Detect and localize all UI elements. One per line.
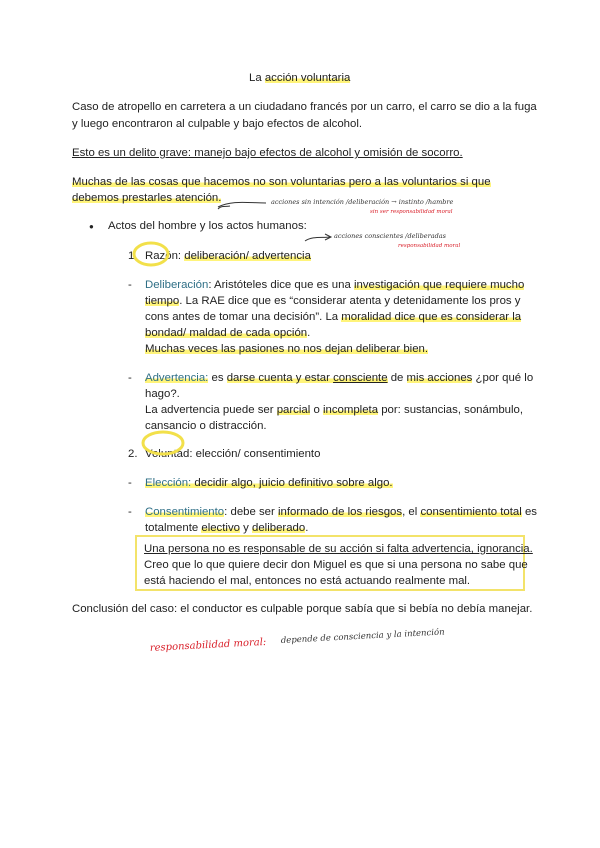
item2-label: Voluntad: [145, 448, 190, 460]
bullet-dot: ●: [89, 222, 94, 231]
advertencia-l1f: ¿por qué lo: [472, 372, 534, 384]
consentimiento-dash: -: [128, 506, 132, 518]
deliberacion-dash: -: [128, 279, 132, 291]
hand-arrow2-text: acciones conscientes /deliberadas: [334, 232, 446, 240]
advertencia-l3a: La advertencia puede ser: [145, 404, 277, 416]
conclusion: Conclusión del caso: el conductor es culpable porque sabía que si bebía no debía manejar.: [72, 603, 533, 615]
consentimiento-l2e: .: [305, 522, 309, 534]
boxnote-line-3: está haciendo el mal, entonces no está actuando realmente mal.: [144, 575, 471, 587]
voluntary-line-2-text: debemos prestarles atención.: [72, 192, 222, 204]
item2-text: : elección/ consentimiento: [189, 448, 321, 460]
circle-voluntad: [143, 432, 183, 454]
intro-line-2: y luego encontraron al culpable y bajo efectos de alcohol.: [72, 118, 363, 130]
consentimiento-label: Consentimiento: [145, 506, 225, 518]
advertencia-l3e: por: sustancias, sonámbulo,: [378, 404, 524, 416]
consentimiento-l1b: informado de los riesgos: [277, 506, 403, 518]
hand-arrow1-red: sin ser responsabilidad moral: [370, 209, 453, 215]
advertencia-dash: -: [128, 372, 132, 384]
boxnote-l1: Una persona no es responsable de su acción si falta advertencia, ignorancia.: [144, 543, 533, 555]
deliberacion-l3a: cons antes de tomar una decisión”. La: [145, 311, 342, 323]
advertencia-line-2: hago?.: [145, 388, 180, 400]
advertencia-l3b: parcial: [276, 404, 311, 416]
consentimiento-l1c: , el: [402, 506, 421, 518]
item1-label: Razón:: [145, 250, 182, 262]
deliberacion-l4: bondad/ maldad de cada opción: [145, 327, 308, 339]
consentimiento-l1a: : debe ser: [224, 506, 278, 518]
item2-number: 2.: [128, 448, 138, 460]
advertencia-l1a: es: [208, 372, 227, 384]
deliberacion-l3b: moralidad dice que es considerar la: [341, 311, 522, 323]
intro-line-1: Caso de atropello en carretera a un ciudadano francés por un carro, el carro se dio a la fuga: [72, 101, 537, 113]
eleccion-label: Elección:: [145, 477, 192, 489]
advertencia-l1e: mis acciones: [406, 372, 473, 384]
advertencia-l1c: consciente: [333, 372, 388, 384]
advertencia-l1d: de: [387, 372, 407, 384]
deliberacion-l4-end: .: [307, 327, 311, 339]
advertencia-l1b: darse cuenta y estar: [226, 372, 334, 384]
deliberacion-l2a: tiempo: [145, 295, 180, 307]
voluntary-line-1-text: Muchas de las cosas que hacemos no son voluntarias pero a las voluntarios si que: [72, 176, 491, 188]
hand-bottom-red: responsabilidad moral:: [149, 636, 267, 654]
advertencia-label: Advertencia:: [145, 372, 209, 384]
consentimiento-l2c: y: [239, 522, 253, 534]
consentimiento-l2a: totalmente: [145, 522, 202, 534]
boxnote-line-2: Creo que lo que quiere decir don Miguel es que si una persona no sabe que: [144, 559, 528, 571]
advertencia-line-4: cansancio o distracción.: [145, 420, 267, 432]
deliberacion-l5: Muchas veces las pasiones no nos dejan deliberar bien.: [145, 343, 429, 355]
advertencia-l3d: incompleta: [322, 404, 379, 416]
consentimiento-l1e: es: [521, 506, 537, 518]
advertencia-l3c: o: [310, 404, 323, 416]
eleccion-dash: -: [128, 477, 132, 489]
circle-razon: [134, 243, 168, 265]
deliberacion-label: Deliberación: [145, 279, 209, 291]
crime-statement: Esto es un delito grave: manejo bajo efectos de alcohol y omisión de socorro.: [72, 147, 463, 159]
consentimiento-l1d: consentimiento total: [420, 506, 522, 518]
item1-number: 1.: [128, 250, 138, 262]
deliberacion-l2b: . La RAE dice que es “considerar atenta y detenidamente los pros y: [179, 295, 521, 307]
title-prefix: La: [249, 72, 265, 84]
item1-text: deliberación/ advertencia: [184, 250, 311, 262]
consentimiento-l2d: deliberado: [252, 522, 306, 534]
eleccion-text: decidir algo, juicio definitivo sobre algo.: [191, 477, 393, 489]
deliberacion-l1a: : Aristóteles dice que es una: [208, 279, 354, 291]
bullet-text: Actos del hombre y los actos humanos:: [108, 220, 307, 232]
title-highlight: acción voluntaria: [264, 72, 351, 84]
hand-arrow2-red: responsabilidad moral: [398, 243, 461, 249]
hand-bottom-black: depende de consciencia y la intención: [280, 627, 445, 646]
deliberacion-l1b: investigación que requiere mucho: [353, 279, 525, 291]
consentimiento-l2b: electivo: [201, 522, 240, 534]
hand-arrow1-text: acciones sin intención /deliberación → instinto /hambre: [271, 198, 454, 206]
